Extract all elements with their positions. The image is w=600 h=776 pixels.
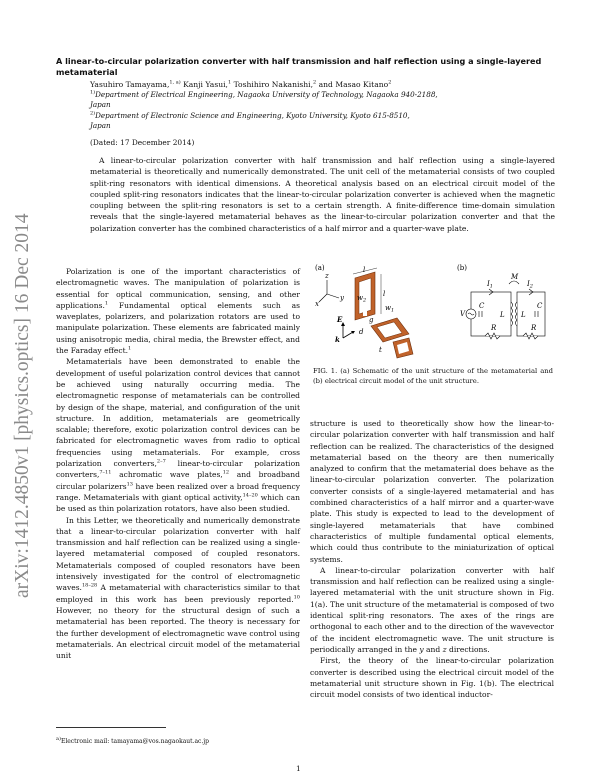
svg-text:R: R	[531, 324, 537, 332]
svg-text:y: y	[340, 294, 344, 302]
svg-text:C: C	[479, 302, 485, 310]
paragraph: A linear-to-circular polarization converter with half transmission and half reflection can be realized using a single-layered metamaterial with the unit structure shown in Fig. 1(a). The unit structure of the metamaterial is composed of two identical split-ring resonators. The axes of the rings are orthogonal to each other and to the direction of the wavevector of the incident electromagnetic wave. The unit structure is periodically arranged in the y and z directions.	[310, 565, 554, 654]
svg-text:k: k	[335, 335, 340, 344]
footnote: $^{a)}$Electronic mail: tamayama@vos.nagaokaut.ac.jp	[56, 736, 210, 745]
paragraph: structure is used to theoretically show how the linear-to-circular polarization converter with half transmission and half reflection can be realized. The characteristics of the designed metamaterial based on the theory are then numerically analyzed to confirm that the metamaterial does behave as the linear-to-circular polarization converter. The polarization converter consists of a single-layered metamaterial and has combined characteristics of a half mirror and a quarter-wave plate. This study is expected to lead to the development of single-layered metamaterials that have combined characteristics of multiple fundamental optical elements, which could thus contribute to the miniaturization of optical systems.	[310, 419, 554, 564]
arxiv-stamp	[6, 168, 36, 598]
paragraph: Metamaterials have been demonstrated to enable the development of useful polarization control devices that cannot be achieved using naturally occurring media. The electromagnetic response of metamaterials can be controlled by design of the shape, material, and configuration of the unit structure. In addition, metamaterials are geometrically scalable; therefore, exotic polarization control devices can be fabricated for electromagnetic waves from radio to optical frequencies using metamaterials. For example, cross polarization converters,$^{2-7}$ linear-to-circular polarization converters,$^{7-11}$ achromatic wave plates,$^{12}$ and broadband circular polarizers$^{13}$ have been realized over a broad frequency range. Metamaterials with giant optical activity,$^{14-20}$ which can be used as thin polarization rotators, have also been studied.	[56, 357, 301, 514]
split-ring-schematic	[319, 268, 413, 358]
svg-text:w1: $w_1$	[385, 304, 395, 314]
svg-text:I1: $I_1$	[487, 280, 493, 290]
svg-text:l: l	[363, 266, 366, 274]
figure-1	[313, 262, 553, 362]
svg-text:E: E	[337, 315, 343, 324]
svg-text:d: d	[359, 328, 364, 336]
svg-text:w2: $w_2$	[357, 294, 367, 304]
arxiv-stamp-text: arXiv:1412.4850v1 [physics.optics] 16 Dec 2014	[12, 213, 33, 598]
svg-text:L: L	[521, 311, 526, 319]
svg-text:I2: $I_2$	[527, 280, 533, 290]
fig-label-a: (a)	[315, 264, 325, 272]
paper-title: A linear-to-circular polarization converter with half transmission and half reflection using a single-layered metamaterial	[56, 56, 542, 77]
svg-text:L: L	[500, 311, 505, 319]
svg-text:l: l	[383, 290, 386, 298]
paragraph: First, the theory of the linear-to-circular polarization converter is described using the electrical circuit model of the metamaterial unit structure shown in Fig. 1(b). The electrical circuit model consists of two identical inductor-	[310, 656, 554, 700]
affiliation-1: $^{1)}$Department of Electrical Engineering, Nagaoka University of Technology, Nagaoka 940-2188, Japan	[90, 89, 438, 110]
svg-text:R: R	[491, 324, 497, 332]
left-column	[56, 266, 300, 661]
paragraph: Polarization is one of the important characteristics of electromagnetic waves. The manipulation of polarization is essential for optical communication, sensing, and other applications.$^1$ Fundamental optical elements such as waveplates, polarizers, and polarization rotators are used to manipulate polarization. These elements are fabricated mainly using anisotropic media, chiral media, the Brewster effect, and the Faraday effect.$^1$	[56, 267, 300, 356]
author-list: Yasuhiro Tamayama,$^{1, a)}$ Kanji Yasui,$^1$ Toshihiro Nakanishi,$^2$ and Masao Kitano$^2$	[90, 79, 392, 89]
dated-line: (Dated: 17 December 2014)	[90, 138, 195, 147]
svg-text:x: x	[315, 300, 319, 308]
figure-caption: FIG. 1. (a) Schematic of the unit structure of the metamaterial and (b) electrical circuit model of the unit structure.	[313, 367, 553, 385]
page-number: 1	[296, 764, 301, 773]
svg-text:M: M	[511, 273, 519, 281]
svg-text:g: g	[369, 316, 374, 324]
svg-text:z: z	[325, 272, 329, 280]
abstract: A linear-to-circular polarization converter with half transmission and half reflection using a single-layered metamaterial is theoretically and numerically demonstrated. The unit cell of the metamaterial consists of two coupled split-ring resonators with identical dimensions. A theoretical analysis based on an electrical circuit model of the coupled split-ring resonators indicates that the linear-to-circular polarization converter is achieved when the magnetic coupling between the split-ring resonators is set to a certain strength. A finite-difference time-domain simulation reveals that the single-layered metamaterial behaves as the linear-to-circular polarization converter and that the polarization converter has the combined characteristics of a half mirror and a quarter-wave plate.	[90, 156, 555, 233]
paragraph: In this Letter, we theoretically and numerically demonstrate that a linear-to-circular polarization converter with half transmission and half reflection can be realized using a single-layered metamaterial composed of coupled resonators. Metamaterials composed of coupled resonators have been intensively investigated for the control of electromagnetic waves.$^{18-28}$ A metamaterial with characteristics similar to that employed in this work has been previously reported.$^{10}$ However, no theory for the structural design of such a metamaterial has been reported. The theory is necessary for the further development of electromagnetic wave control using metamaterials. An electrical circuit model of the metamaterial unit	[56, 515, 300, 661]
right-column	[310, 418, 554, 700]
footnote-rule	[56, 727, 166, 728]
svg-text:C: C	[537, 302, 543, 310]
svg-text:t: t	[379, 346, 382, 354]
affiliation-2: $^{2)}$Department of Electronic Science and Engineering, Kyoto University, Kyoto 615-8510, Japan	[90, 110, 410, 131]
fig-label-b: (b)	[457, 264, 467, 272]
svg-text:V: V	[460, 310, 466, 318]
